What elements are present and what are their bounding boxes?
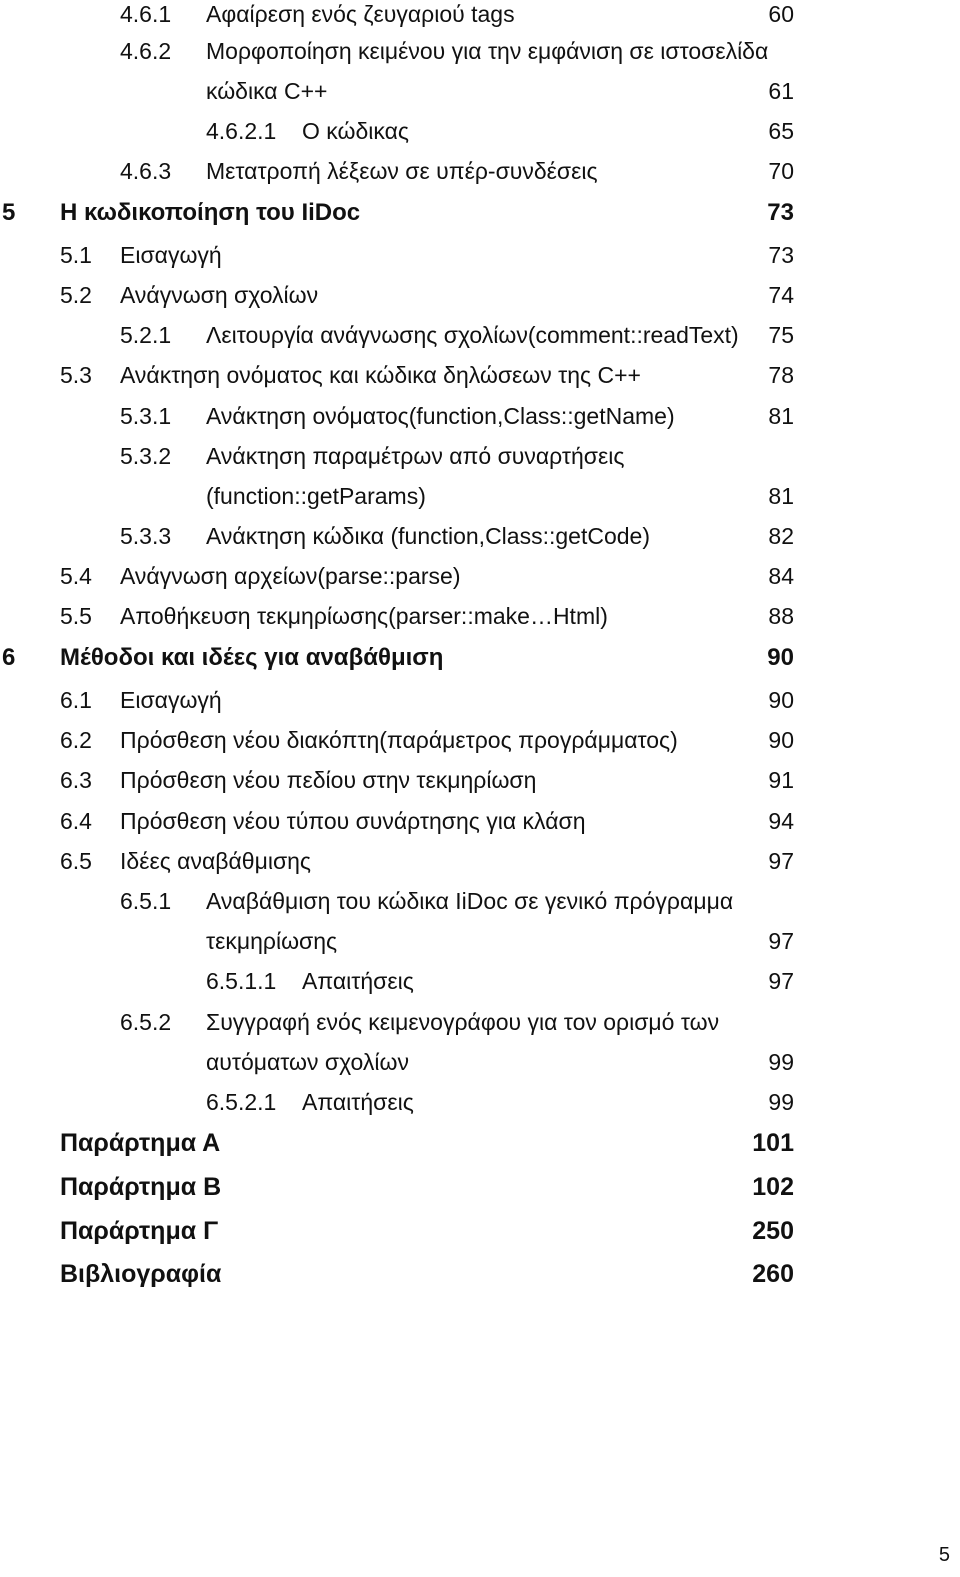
toc-entry-page: 84 <box>768 563 794 589</box>
toc-entry-page: 82 <box>768 523 794 549</box>
toc-chapter-title: Η κωδικοποίηση του IiDoc <box>60 199 361 226</box>
toc-entry-page: 81 <box>768 403 794 429</box>
toc-entry-page: 61 <box>768 78 794 104</box>
toc-entry-number: 5.4 <box>60 563 92 589</box>
toc-entry-number: 4.6.3 <box>120 158 172 184</box>
toc-entry-title: Μετατροπή λέξεων σε υπέρ-συνδέσεις <box>206 158 598 184</box>
toc-entry-title: Πρόσθεση νέου πεδίου στην τεκμηρίωση <box>120 767 537 793</box>
toc-appendix-page: 250 <box>752 1217 794 1245</box>
toc-entry-page: 97 <box>768 968 794 994</box>
toc-entry-number: 5.2.1 <box>120 322 172 348</box>
toc-entry-number: 4.6.2 <box>120 38 172 64</box>
toc-entry-page: 91 <box>768 767 794 793</box>
toc-entry-number: 6.3 <box>60 767 92 793</box>
toc-entry-title: Μορφοποίηση κειμένου για την εμφάνιση σε ιστοσελίδα <box>206 38 769 64</box>
toc-appendix-title: Παράρτημα Β <box>60 1173 222 1201</box>
toc-entry-number: 5.3.2 <box>120 443 172 469</box>
page-number: 5 <box>938 1544 950 1566</box>
toc-entry-title: Ανάκτηση κώδικα (function,Class::getCode) <box>206 523 650 549</box>
toc-entry-number: 6.4 <box>60 808 92 834</box>
toc-entry-title: τεκμηρίωσης <box>206 928 338 954</box>
toc-entry-page: 88 <box>768 603 794 629</box>
toc-entry-number: 4.6.1 <box>120 1 172 27</box>
toc-chapter-page: 90 <box>767 644 794 671</box>
toc-entry-page: 74 <box>768 282 794 308</box>
toc-entry-number: 5.3.3 <box>120 523 172 549</box>
toc-entry-number: 6.5.2 <box>120 1009 172 1035</box>
toc-bibliography-page: 260 <box>752 1260 794 1288</box>
toc-entry-number: 6.5.1 <box>120 888 172 914</box>
toc-entry-page: 75 <box>768 322 794 348</box>
toc-entry-page: 90 <box>768 687 794 713</box>
toc-entry-page: 78 <box>768 362 794 388</box>
toc-entry-page: 97 <box>768 848 794 874</box>
toc-entry-page: 99 <box>768 1089 794 1115</box>
toc-entry-title: Απαιτήσεις <box>302 968 414 994</box>
toc-entry-title: Ανάγνωση αρχείων(parse::parse) <box>120 563 461 589</box>
toc-entry-title: Ανάκτηση παραμέτρων από συναρτήσεις <box>206 443 625 469</box>
toc-entry-title: Ιδέες αναβάθμισης <box>120 848 312 874</box>
toc-entry-title: αυτόματων σχολίων <box>206 1049 409 1075</box>
toc-entry-number: 4.6.2.1 <box>206 118 277 144</box>
toc-entry-number: 5.5 <box>60 603 92 629</box>
toc-appendix-title: Παράρτημα Α <box>60 1129 221 1157</box>
toc-entry-page: 60 <box>768 1 794 27</box>
toc-entry-title: Λειτουργία ανάγνωσης σχολίων(comment::readText) <box>206 322 739 348</box>
toc-bibliography-title: Βιβλιογραφία <box>60 1260 222 1288</box>
toc-entry-title: κώδικα C++ <box>206 78 328 104</box>
toc-entry-title: Εισαγωγή <box>120 687 222 713</box>
toc-chapter-page: 73 <box>767 199 794 226</box>
toc-entry-number: 6.5 <box>60 848 92 874</box>
toc-entry-number: 5.3 <box>60 362 92 388</box>
toc-entry-title: Απαιτήσεις <box>302 1089 414 1115</box>
toc-entry-page: 97 <box>768 928 794 954</box>
toc-entry-title: Ο κώδικας <box>302 118 409 144</box>
toc-entry-title: Αφαίρεση ενός ζευγαριού tags <box>206 1 515 27</box>
toc-entry-title: Αναβάθμιση του κώδικα IiDoc σε γενικό πρόγραμμα <box>206 888 734 914</box>
toc-entry-number: 6.1 <box>60 687 92 713</box>
toc-entry-page: 90 <box>768 727 794 753</box>
toc-entry-title: Ανάκτηση ονόματος(function,Class::getName) <box>206 403 675 429</box>
toc-appendix-page: 102 <box>752 1173 794 1201</box>
toc-entry-page: 70 <box>768 158 794 184</box>
toc-chapter-number: 5 <box>2 199 16 226</box>
toc-entry-title: Εισαγωγή <box>120 242 222 268</box>
toc-entry-title: Αποθήκευση τεκμηρίωσης(parser::make…Html) <box>120 603 608 629</box>
toc-chapter-number: 6 <box>2 644 16 671</box>
toc-entry-page: 99 <box>768 1049 794 1075</box>
toc-entry-number: 6.5.1.1 <box>206 968 277 994</box>
toc-entry-page: 81 <box>768 483 794 509</box>
toc-entry-page: 73 <box>768 242 794 268</box>
toc-appendix-page: 101 <box>752 1129 794 1157</box>
toc-entry-number: 5.3.1 <box>120 403 172 429</box>
toc-entry-title: Πρόσθεση νέου τύπου συνάρτησης για κλάση <box>120 808 586 834</box>
toc-entry-page: 94 <box>768 808 794 834</box>
toc-entry-title: Ανάγνωση σχολίων <box>120 282 319 308</box>
toc-entry-title: Ανάκτηση ονόματος και κώδικα δηλώσεων της C++ <box>120 362 641 388</box>
toc-chapter-title: Μέθοδοι και ιδέες για αναβάθμιση <box>60 644 444 671</box>
toc-entry-title: (function::getParams) <box>206 483 426 509</box>
toc-entry-number: 6.2 <box>60 727 92 753</box>
toc-entry-title: Πρόσθεση νέου διακόπτη(παράμετρος προγράμματος) <box>120 727 678 753</box>
toc-appendix-title: Παράρτημα Γ <box>60 1217 219 1245</box>
toc-entry-number: 5.2 <box>60 282 92 308</box>
toc-entry-number: 5.1 <box>60 242 92 268</box>
toc-entry-number: 6.5.2.1 <box>206 1089 277 1115</box>
toc-entry-page: 65 <box>768 118 794 144</box>
toc-entry-title: Συγγραφή ενός κειμενογράφου για τον ορισμό των <box>206 1009 720 1035</box>
